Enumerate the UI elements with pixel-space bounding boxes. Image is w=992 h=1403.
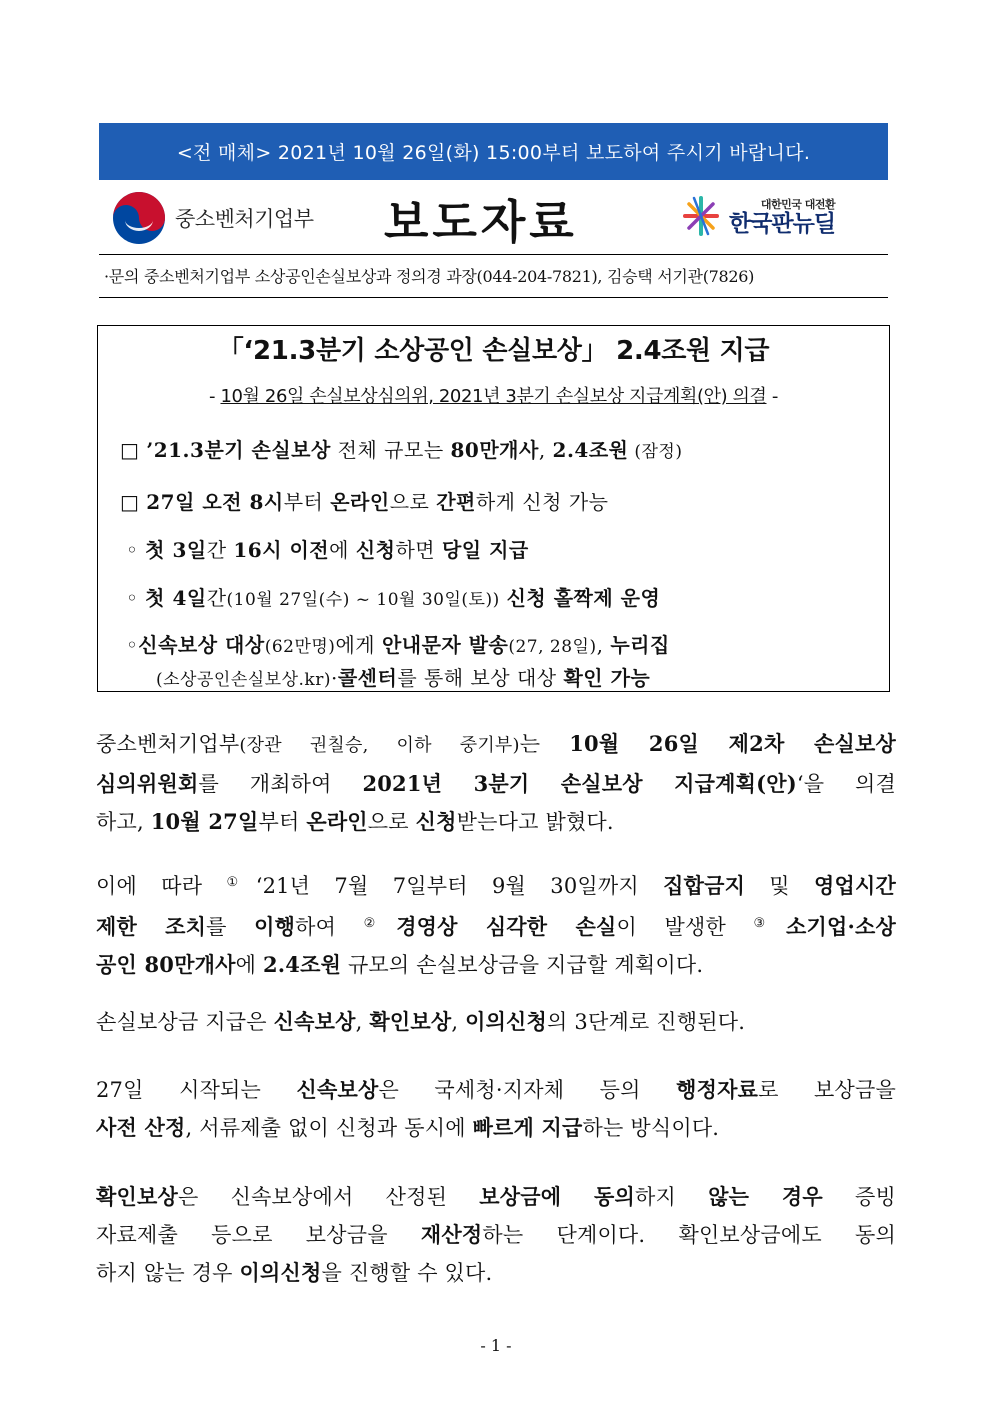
summary-subbullet-sameday: ◦ 첫 3일간 16시 이전에 신청하면 당일 지급 (126, 538, 529, 562)
checkbox-square-icon: □ (120, 438, 140, 462)
text-line: 심의위원회를 개최하여 2021년 3분기 손실보상 지급계획(안)‘을 의결 (96, 771, 896, 796)
embargo-banner: <전 매체> 2021년 10월 26일(화) 15:00부터 보도하여 주시기 바랍니다. (99, 123, 888, 180)
headline: 「‘21.3분기 소상공인 손실보상」 2.4조원 지급 (217, 336, 770, 366)
circle-bullet-icon: ◦ (126, 538, 139, 562)
text-line: 사전 산정, 서류제출 없이 신청과 동시에 빠르게 지급하는 방식이다. (96, 1115, 720, 1140)
divider-bottom (99, 297, 888, 298)
new-deal-wordmark: 한국판뉴딜 (729, 210, 836, 237)
subheadline-text: 10월 26일 손실보상심의위, 2021년 3분기 손실보상 지급계획(안) 의결 (220, 386, 767, 407)
circle-bullet-icon: ◦ (126, 586, 139, 610)
text-line: 공인 80만개사에 2.4조원 규모의 손실보상금을 지급할 계획이다. (96, 952, 704, 977)
text-line: 확인보상은 신속보상에서 산정된 보상금에 동의하지 않는 경우 증빙 (96, 1184, 896, 1209)
new-deal-tagline: 대한민국 대전환 (760, 197, 836, 211)
contact-line: ·문의 중소벤처기업부 소상공인손실보상과 정의경 과장(044-204-7821), 김승택 서기관(7826) (104, 267, 755, 286)
body-paragraph-confirm-compensation (96, 1178, 896, 1292)
body-paragraph-stages (96, 1003, 896, 1041)
summary-bullet-scale: □ ’21.3분기 손실보상 전체 규모는 80만개사, 2.4조원 (잠정) (120, 438, 683, 462)
text-line: 하고, 10월 27일부터 온라인으로 신청받는다고 밝혔다. (96, 809, 614, 834)
press-release-title: 보도자료 (384, 195, 578, 249)
text-line: 제한 조치를 이행하여 ②경영상 심각한 손실이 발생한 ③소기업·소상 (96, 914, 896, 939)
summary-subbullet-oddeven: ◦ 첫 4일간(10월 27일(수) ~ 10월 30일(토)) 신청 홀짝제 운영 (126, 586, 661, 610)
summary-box (97, 325, 890, 692)
divider-top (99, 254, 888, 255)
korean-new-deal-logo (679, 194, 835, 238)
new-deal-burst-icon (679, 194, 723, 238)
text-line: 자료제출 등으로 보상금을 재산정하는 단계이다. 확인보상금에도 동의 (96, 1222, 896, 1247)
circle-bullet-icon: ◦ (126, 633, 139, 657)
subheadline (98, 382, 889, 408)
text-line: 하지 않는 경우 이의신청을 진행할 수 있다. (96, 1260, 493, 1285)
taegeuk-emblem-icon (111, 190, 167, 246)
text-line: 중소벤처기업부(장관 권칠승, 이하 중기부)는 10월 26일 제2차 손실보상 (96, 731, 896, 756)
text-line: 27일 시작되는 신속보상은 국세청·지자체 등의 행정자료로 보상금을 (96, 1077, 896, 1102)
ministry-logo (111, 190, 314, 246)
checkbox-square-icon: □ (120, 490, 140, 514)
summary-subbullet-sms-cont: (소상공인손실보상.kr)·콜센터를 통해 보상 대상 확인 가능 (156, 666, 651, 690)
body-paragraph-plan (96, 864, 896, 984)
body-paragraph-intro (96, 725, 896, 841)
body-paragraph-fast-compensation (96, 1071, 896, 1147)
text-line: 손실보상금 지급은 신속보상, 확인보상, 이의신청의 3단계로 진행된다. (96, 1009, 746, 1034)
page-number: - 1 - (480, 1336, 512, 1355)
summary-subbullet-sms: ◦신속보상 대상(62만명)에게 안내문자 발송(27, 28일), 누리집 (126, 633, 670, 657)
text-line: 이에 따라 ①‘21년 7월 7일부터 9월 30일까지 집합금지 및 영업시간 (96, 873, 896, 898)
ministry-name: 중소벤처기업부 (175, 207, 314, 231)
summary-bullet-online: □ 27일 오전 8시부터 온라인으로 간편하게 신청 가능 (120, 490, 609, 514)
dash: - (771, 386, 778, 407)
press-header (99, 182, 888, 252)
dash: - (209, 386, 216, 407)
